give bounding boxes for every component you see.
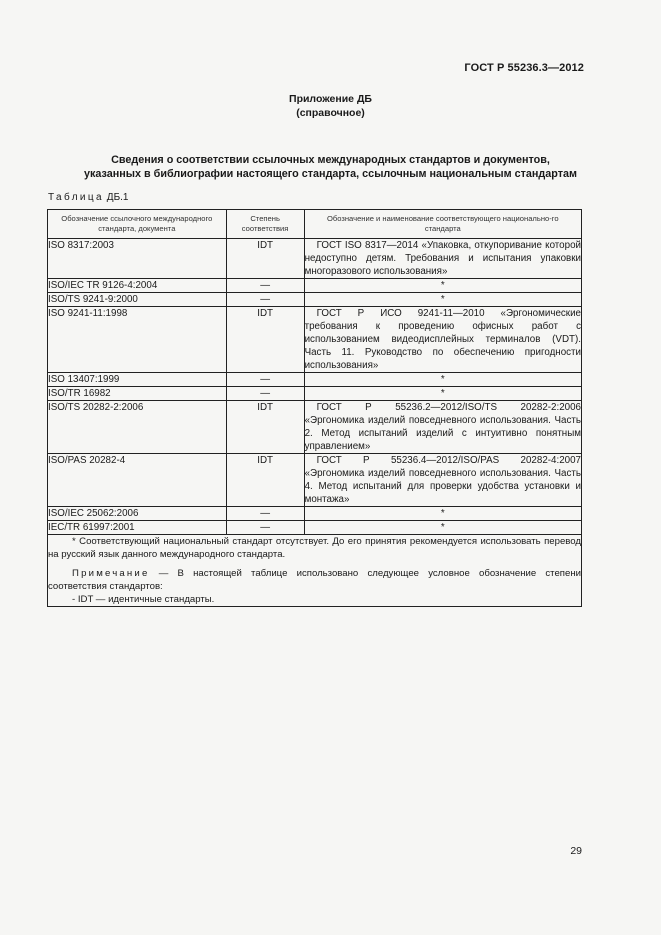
reference-cell: IEC/TR 61997:2001 [48, 521, 227, 535]
degree-cell: — [226, 279, 304, 293]
table-header-row [48, 210, 582, 239]
reference-cell: ISO 13407:1999 [48, 373, 227, 387]
section-title-line: указанных в библиографии настоящего стандарта, ссылочным национальным стандартам [83, 168, 578, 180]
table-row [48, 454, 582, 507]
annex-heading [0, 92, 661, 120]
reference-cell: ISO/TS 20282-2:2006 [48, 401, 227, 454]
annex-subtitle: (справочное) [296, 107, 365, 119]
national-standard-cell [304, 507, 581, 521]
header-reference: Обозначение ссылочного международного стандарта, документа [48, 210, 227, 239]
table-row [48, 307, 582, 373]
table-row [48, 387, 582, 401]
note-text: — В настоящей таблице использовано следующее условное обозначение степени соответствия стандартов: [48, 568, 581, 592]
degree-cell: IDT [226, 401, 304, 454]
correspondence-table [47, 209, 582, 607]
national-standard-cell [304, 307, 581, 373]
national-standard-text: ГОСТ Р 55236.2—2012/ISO/TS 20282-2:2006 «Эргономика изделий повседневного использования. Часть 2. Метод испытаний изделий с интуитивно понятным управлением» [304, 402, 581, 452]
national-standard-cell [304, 239, 581, 279]
national-standard-cell [304, 454, 581, 507]
note-label: Примечание [72, 568, 150, 579]
table-caption-number: ДБ.1 [106, 192, 129, 203]
section-title-line: Сведения о соответствии ссылочных международных стандартов и документов, [111, 154, 550, 166]
note-item [48, 593, 581, 606]
national-standard-text: * [440, 294, 445, 305]
national-standard-text: ГОСТ Р ИСО 9241-11—2010 «Эргономические требования к проведению офисных работ с использованием видеодисплейных терминалов (VDT). Часть 11. Руководство по обеспечению пригодности использования» [304, 308, 581, 371]
section-title [0, 153, 661, 181]
national-standard-text: * [440, 280, 445, 291]
degree-cell: IDT [226, 239, 304, 279]
document-code: ГОСТ Р 55236.3—2012 [464, 62, 584, 74]
table-row [48, 293, 582, 307]
reference-cell: ISO 8317:2003 [48, 239, 227, 279]
degree-cell: IDT [226, 454, 304, 507]
header-degree: Степень соответствия [226, 210, 304, 239]
annex-title: Приложение ДБ [289, 93, 372, 105]
table-notes [48, 535, 582, 607]
table-row [48, 373, 582, 387]
national-standard-text: ГОСТ ISO 8317—2014 «Упаковка, откупоривание которой недоступно детям. Требования и испытания упаковки многоразового использования» [304, 240, 581, 277]
national-standard-cell [304, 521, 581, 535]
table-footer-row [48, 535, 582, 607]
degree-cell: — [226, 507, 304, 521]
footnote-text: * Соответствующий национальный стандарт отсутствует. До его принятия рекомендуется использовать перевод на русский язык данного международного стандарта. [48, 536, 581, 560]
national-standard-cell [304, 387, 581, 401]
national-standard-text: ГОСТ Р 55236.4—2012/ISO/PAS 20282-4:2007 «Эргономика изделий повседневного использования. Часть 4. Метод испытаний для проверки удобства установки и монтажа» [304, 455, 581, 505]
header-national: Обозначение и наименование соответствующего национально-го стандарта [304, 210, 581, 239]
degree-cell: — [226, 521, 304, 535]
reference-cell: ISO/IEC 25062:2006 [48, 507, 227, 521]
reference-cell: ISO/PAS 20282-4 [48, 454, 227, 507]
reference-cell: ISO/TS 9241-9:2000 [48, 293, 227, 307]
national-standard-cell [304, 373, 581, 387]
note-item-text: - IDT — идентичные стандарты. [72, 594, 215, 605]
national-standard-cell [304, 279, 581, 293]
footnote [48, 535, 581, 561]
national-standard-text: * [440, 508, 445, 519]
reference-cell: ISO 9241-11:1998 [48, 307, 227, 373]
reference-cell: ISO/IEC TR 9126-4:2004 [48, 279, 227, 293]
national-standard-cell [304, 401, 581, 454]
national-standard-cell [304, 293, 581, 307]
table-row [48, 279, 582, 293]
table-caption [48, 192, 128, 203]
table-row [48, 239, 582, 279]
table-row [48, 401, 582, 454]
national-standard-text: * [440, 522, 445, 533]
degree-cell: — [226, 293, 304, 307]
table-row [48, 507, 582, 521]
reference-cell: ISO/TR 16982 [48, 387, 227, 401]
page-number: 29 [570, 845, 582, 857]
degree-cell: — [226, 373, 304, 387]
national-standard-text: * [440, 388, 445, 399]
table-row [48, 521, 582, 535]
degree-cell: IDT [226, 307, 304, 373]
degree-cell: — [226, 387, 304, 401]
note [48, 567, 581, 593]
national-standard-text: * [440, 374, 445, 385]
table-caption-word: Таблица [48, 192, 105, 203]
